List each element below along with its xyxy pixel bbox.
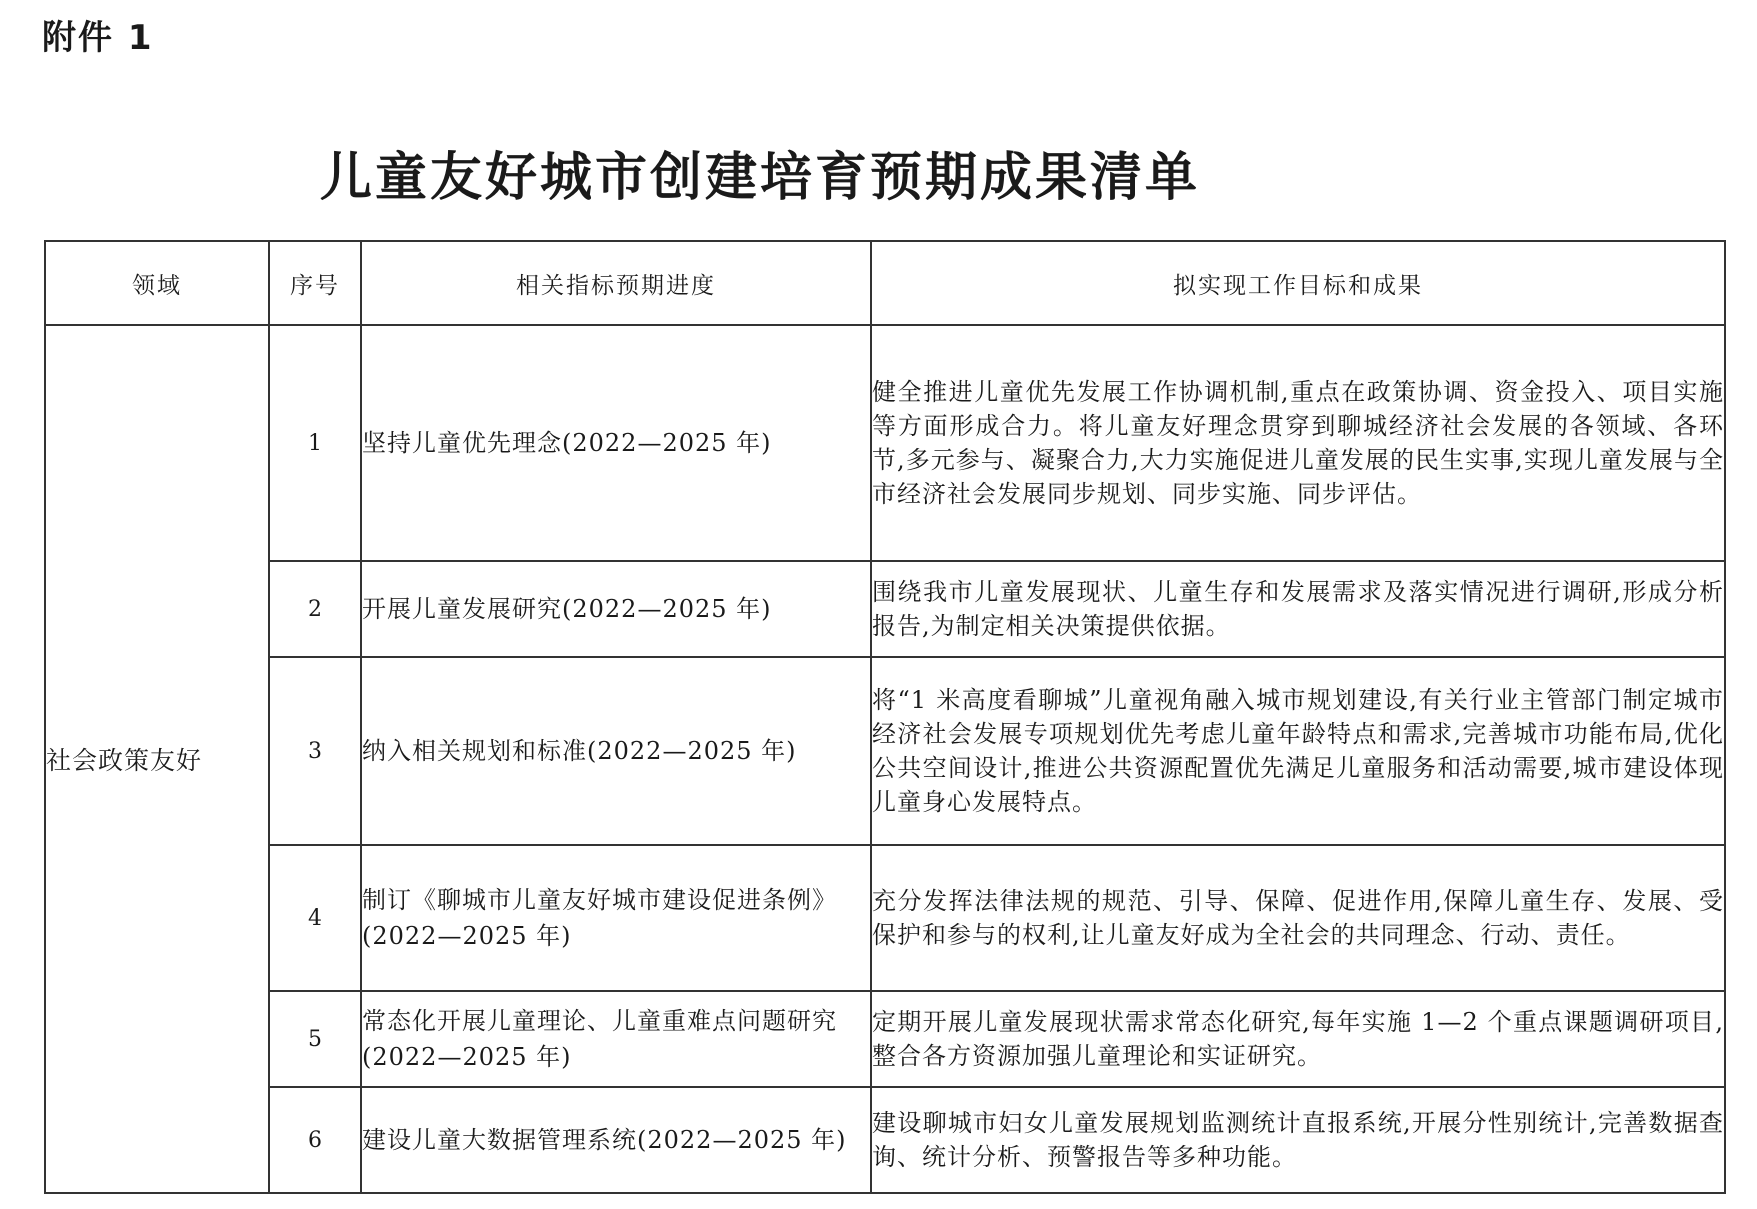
seq-cell: 6 xyxy=(269,1087,361,1193)
domain-cell: 社会政策友好 xyxy=(45,325,269,1193)
table-row xyxy=(45,325,1725,561)
table-row xyxy=(45,657,1725,845)
seq-cell: 5 xyxy=(269,991,361,1087)
indicator-cell: 坚持儿童优先理念(2022—2025 年) xyxy=(361,325,871,561)
goal-cell: 定期开展儿童发展现状需求常态化研究,每年实施 1—2 个重点课题调研项目,整合各方资源加强儿童理论和实证研究。 xyxy=(871,991,1725,1087)
document-title: 儿童友好城市创建培育预期成果清单 xyxy=(319,147,1200,208)
table-row xyxy=(45,991,1725,1087)
indicator-cell: 开展儿童发展研究(2022—2025 年) xyxy=(361,561,871,657)
header-goal: 拟实现工作目标和成果 xyxy=(871,241,1725,325)
header-indicator: 相关指标预期进度 xyxy=(361,241,871,325)
indicator-cell: 建设儿童大数据管理系统(2022—2025 年) xyxy=(361,1087,871,1193)
header-seq: 序号 xyxy=(269,241,361,325)
header-domain: 领域 xyxy=(45,241,269,325)
table-row xyxy=(45,561,1725,657)
seq-cell: 4 xyxy=(269,845,361,991)
attachment-label: 附件 1 xyxy=(42,18,154,58)
seq-cell: 2 xyxy=(269,561,361,657)
goal-cell: 建设聊城市妇女儿童发展规划监测统计直报系统,开展分性别统计,完善数据查询、统计分析、预警报告等多种功能。 xyxy=(871,1087,1725,1193)
table-row xyxy=(45,1087,1725,1193)
table-row xyxy=(45,845,1725,991)
indicator-cell: 制订《聊城市儿童友好城市建设促进条例》(2022—2025 年) xyxy=(361,845,871,991)
indicator-cell: 纳入相关规划和标准(2022—2025 年) xyxy=(361,657,871,845)
table-header-row xyxy=(45,241,1725,325)
goal-cell: 充分发挥法律法规的规范、引导、保障、促进作用,保障儿童生存、发展、受保护和参与的权利,让儿童友好成为全社会的共同理念、行动、责任。 xyxy=(871,845,1725,991)
goal-cell: 将“1 米高度看聊城”儿童视角融入城市规划建设,有关行业主管部门制定城市经济社会发展专项规划优先考虑儿童年龄特点和需求,完善城市功能布局,优化公共空间设计,推进公共资源配置优先满足儿童服务和活动需要,城市建设体现儿童身心发展特点。 xyxy=(871,657,1725,845)
seq-cell: 1 xyxy=(269,325,361,561)
seq-cell: 3 xyxy=(269,657,361,845)
indicator-cell: 常态化开展儿童理论、儿童重难点问题研究(2022—2025 年) xyxy=(361,991,871,1087)
goal-cell: 健全推进儿童优先发展工作协调机制,重点在政策协调、资金投入、项目实施等方面形成合力。将儿童友好理念贯穿到聊城经济社会发展的各领域、各环节,多元参与、凝聚合力,大力实施促进儿童发展的民生实事,实现儿童发展与全市经济社会发展同步规划、同步实施、同步评估。 xyxy=(871,325,1725,561)
goal-cell: 围绕我市儿童发展现状、儿童生存和发展需求及落实情况进行调研,形成分析报告,为制定相关决策提供依据。 xyxy=(871,561,1725,657)
results-table xyxy=(44,240,1726,1194)
